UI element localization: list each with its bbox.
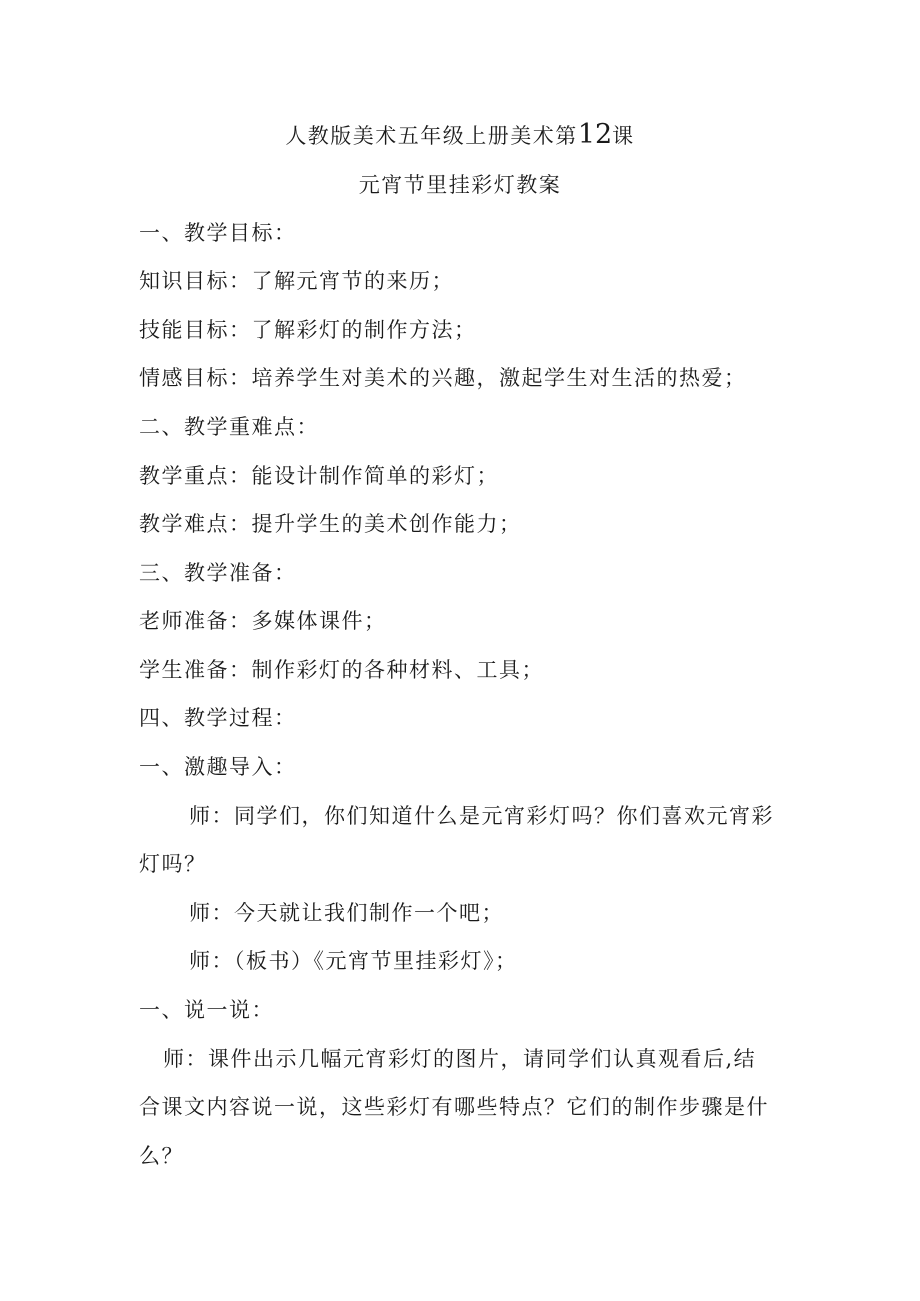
paragraph-teacher-question-line-1: 师：同学们，你们知道什么是元宵彩灯吗？你们喜欢元宵彩 xyxy=(189,804,774,828)
paragraph-emotion-objective: 情感目标：培养学生对美术的兴趣，激起学生对生活的热爱； xyxy=(139,366,747,390)
paragraph-discussion-line-3: 么？ xyxy=(139,1144,184,1168)
title-number: 12 xyxy=(577,119,613,150)
paragraph-key-point: 教学重点：能设计制作简单的彩灯； xyxy=(139,464,499,488)
subsection-heading-discussion: 一、说一说： xyxy=(139,998,274,1022)
paragraph-difficult-point: 教学难点：提升学生的美术创作能力； xyxy=(139,512,522,536)
paragraph-skill-objective: 技能目标：了解彩灯的制作方法； xyxy=(139,318,477,342)
paragraph-discussion-line-2: 合课文内容说一说，这些彩灯有哪些特点？它们的制作步骤是什 xyxy=(139,1095,769,1119)
section-heading-key-points: 二、教学重难点： xyxy=(139,415,319,439)
title-suffix: 课 xyxy=(612,124,635,148)
section-heading-process: 四、教学过程： xyxy=(139,706,297,730)
paragraph-teacher-board: 师：（板书）《元宵节里挂彩灯》； xyxy=(189,949,518,973)
paragraph-knowledge-objective: 知识目标：了解元宵节的来历； xyxy=(139,269,454,293)
paragraph-teacher-preparation: 老师准备：多媒体课件； xyxy=(139,609,387,633)
document-title xyxy=(0,121,920,150)
paragraph-teacher-question-line-2: 灯吗？ xyxy=(139,852,207,876)
section-heading-objectives: 一、教学目标： xyxy=(139,221,297,245)
section-heading-preparation: 三、教学准备： xyxy=(139,561,297,585)
document-subtitle: 元宵节里挂彩灯教案 xyxy=(358,173,562,197)
paragraph-discussion-line-1: 师：课件出示几幅元宵彩灯的图片，请同学们认真观看后,结 xyxy=(163,1047,757,1071)
paragraph-teacher-today: 师：今天就让我们制作一个吧； xyxy=(189,901,504,925)
subsection-heading-introduction: 一、激趣导入： xyxy=(139,755,297,779)
paragraph-student-preparation: 学生准备：制作彩灯的各种材料、工具； xyxy=(139,658,544,682)
title-prefix: 人教版美术五年级上册美术第 xyxy=(285,124,578,148)
